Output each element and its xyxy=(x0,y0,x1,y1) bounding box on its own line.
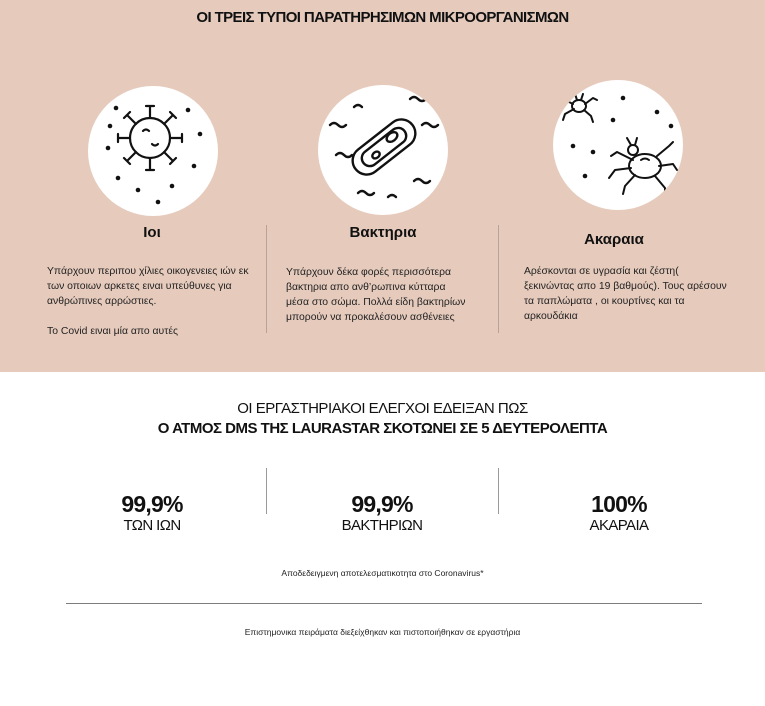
mite-icon xyxy=(553,80,683,210)
stat-viruses xyxy=(72,491,232,534)
virus-text: Υπάρχουν περιπου χίλιες οικογενειες ιών εκ των οποιων αρκετες ειναι υπεύθυνες για ανθρώπινες αρρώστιες. xyxy=(47,266,249,307)
stat-mites xyxy=(539,491,699,534)
virus-icon xyxy=(88,86,218,216)
stat-label: ΑΚΑΡΑΙΑ xyxy=(589,517,649,534)
stat-value: 99,9% xyxy=(351,491,413,517)
results-intro: ΟΙ ΕΡΓΑΣΤΗΡΙΑΚΟΙ ΕΛΕΓΧΟΙ ΕΔΕΙΞΑΝ ΠΩΣ xyxy=(237,400,528,417)
stat-value: 100% xyxy=(591,491,647,517)
column-divider xyxy=(266,225,267,333)
section-title: ΟΙ ΤΡΕΙΣ ΤΥΠΟΙ ΠΑΡΑΤΗΡΗΣΙΜΩΝ ΜΙΚΡΟΟΡΓΑΝΙΣΜΩΝ xyxy=(196,9,569,26)
stat-value: 99,9% xyxy=(121,491,183,517)
stat-bacteria xyxy=(302,491,462,534)
stat-label: ΤΩΝ ΙΩΝ xyxy=(123,517,181,534)
mite-description xyxy=(524,264,729,324)
bacteria-heading: Βακτηρια xyxy=(349,224,417,241)
bacteria-icon xyxy=(318,85,448,215)
footer-note: Επιστημονικα πειράματα διεξείχθηκαν και πιστοποιήθηκαν σε εργαστήρια xyxy=(244,627,521,637)
bacteria-illustration xyxy=(318,85,448,215)
virus-text-covid: Το Covid ειναι μία απο αυτές xyxy=(47,326,178,337)
divider xyxy=(66,603,702,604)
virus-illustration xyxy=(88,86,218,216)
coronavirus-note: Αποδεδειγμενη αποτελεσματικοτητα στο Coronavirus* xyxy=(281,568,484,578)
column-divider xyxy=(498,225,499,333)
virus-description xyxy=(47,264,262,339)
virus-heading: Ιοι xyxy=(143,224,161,241)
stat-divider xyxy=(266,468,267,514)
mite-illustration xyxy=(553,80,683,210)
mite-text: Αρέσκονται σε υγρασία και ζέστη( ξεκινώντας απο 19 βαθμούς). Τους αρέσουν τα παπλώματα , οι κουρτίνες και τα αρκουδάκια xyxy=(524,266,727,322)
bacteria-description xyxy=(286,265,466,325)
results-headline: Ο ΑΤΜΟΣ DMS ΤΗΣ LAURASTAR ΣΚΟΤΩΝΕΙ ΣΕ 5 ΔΕΥΤΕΡΟΛΕΠΤΑ xyxy=(157,420,608,437)
bacteria-text: Υπάρχουν δέκα φορές περισσότερα βακτηρια απο ανθ’ρωπινα κύτταρα μέσα στο σώμα. Πολλά είδη βακτηρίων μπορούν να προκαλέσουν ασθένειες xyxy=(286,267,466,323)
stat-divider xyxy=(498,468,499,514)
stat-label: ΒΑΚΤΗΡΙΩΝ xyxy=(341,517,423,534)
mite-heading: Ακαραια xyxy=(584,231,644,248)
